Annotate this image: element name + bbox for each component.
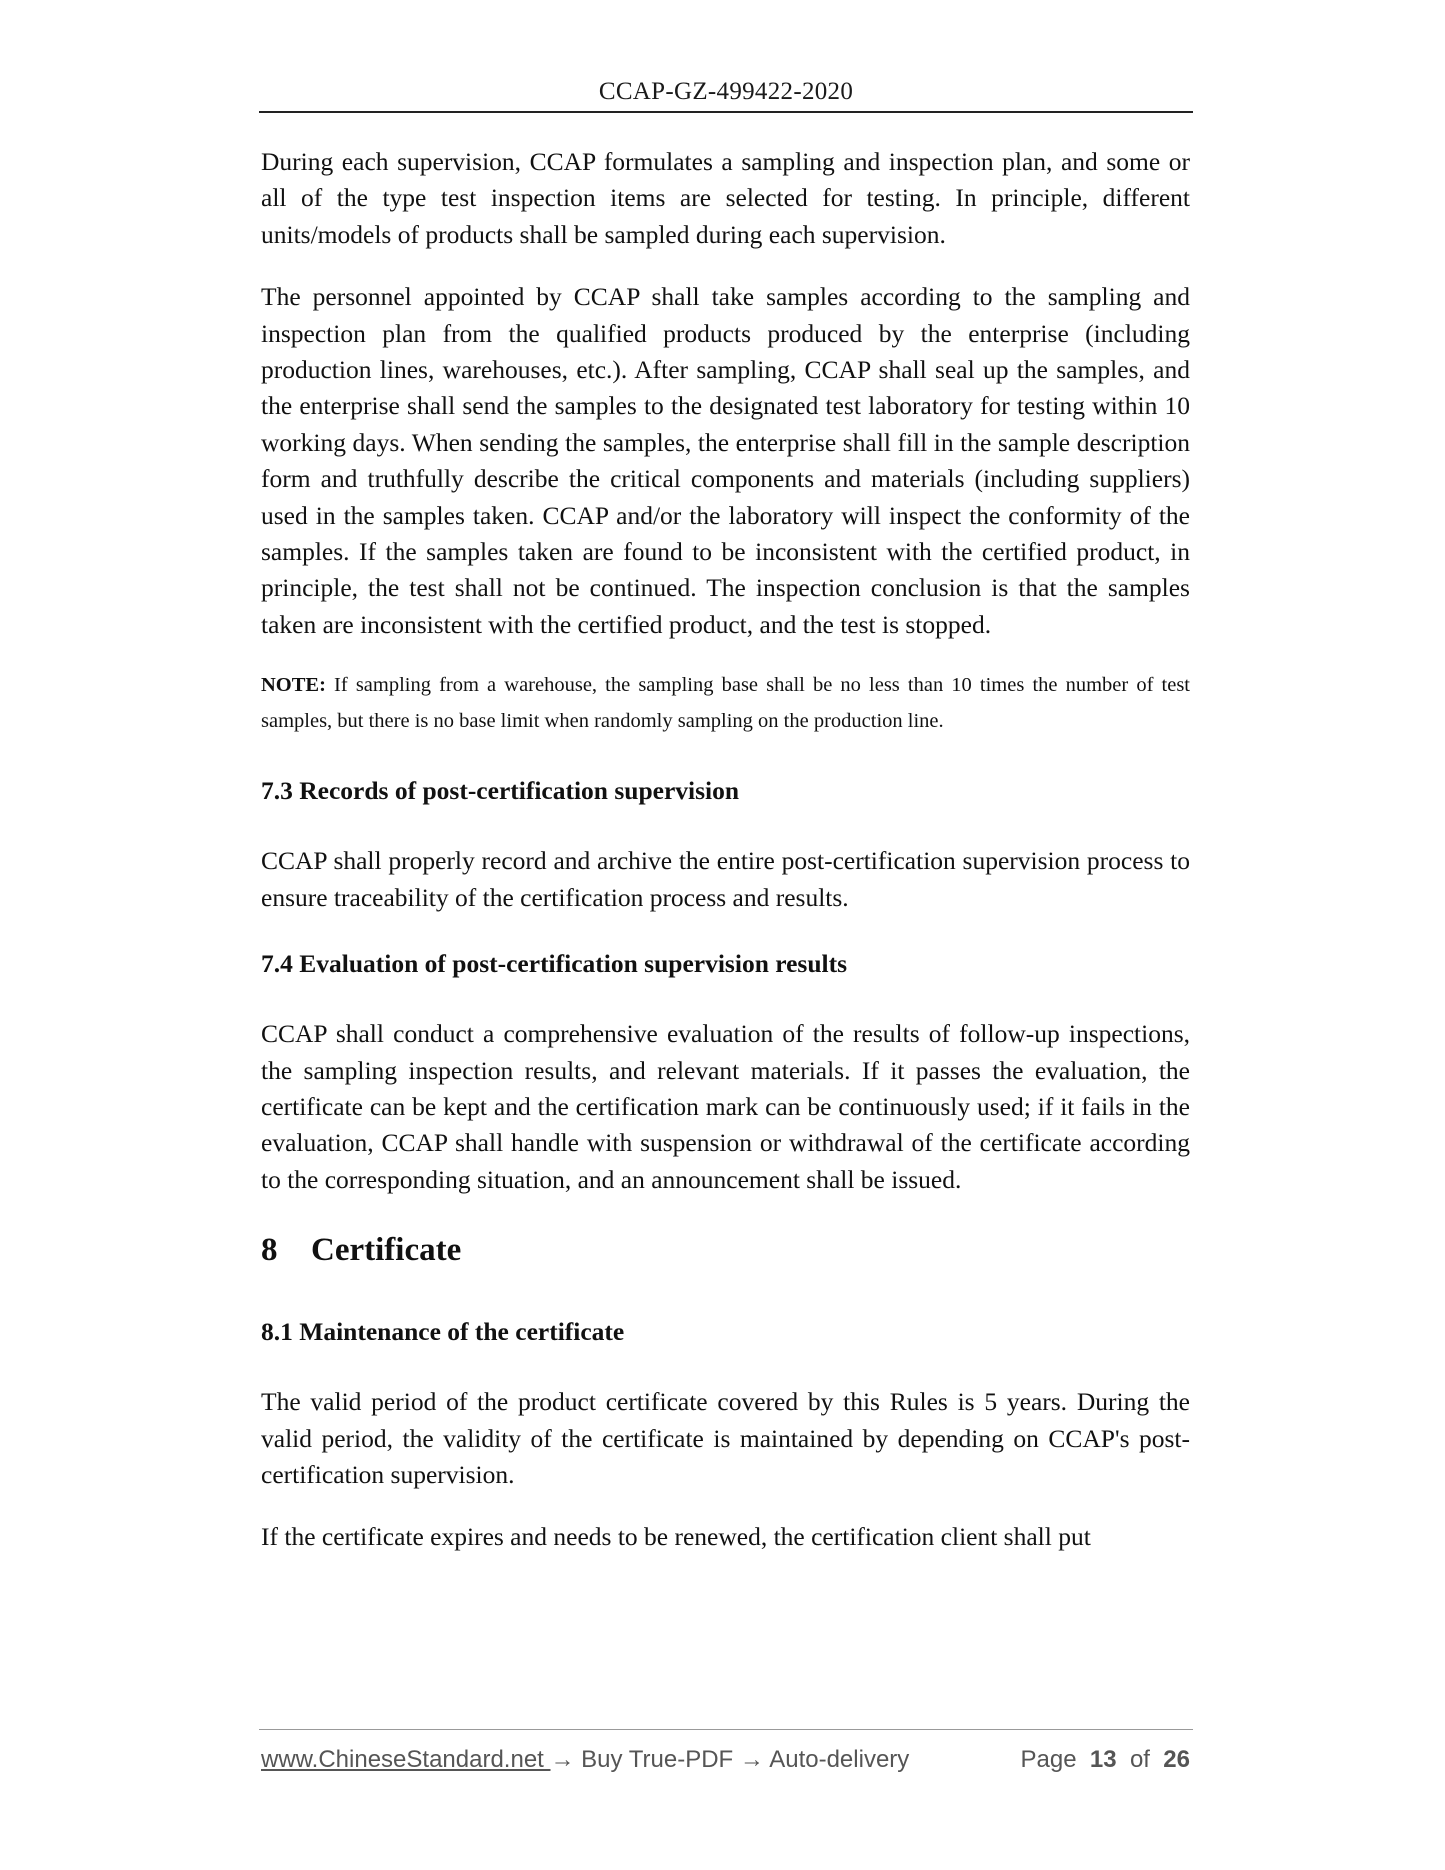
section-heading-7-3: 7.3 Records of post-certification supervision xyxy=(261,776,740,806)
chapter-title: Certificate xyxy=(311,1232,462,1269)
paragraph-supervision-plan: During each supervision, CCAP formulates a sampling and inspection plan, and some or all of the type test inspection items are selected for testing. In principle, different units/models of products shall be sampled during each supervision. xyxy=(261,147,1190,249)
page-footer xyxy=(261,1746,1190,1778)
section-heading-7-4: 7.4 Evaluation of post-certification supervision results xyxy=(261,949,848,979)
paragraph-evaluation: CCAP shall conduct a comprehensive evaluation of the results of follow-up inspections, the sampling inspection results, and relevant materials. If it passes the evaluation, the certificate can be kept and the certification mark can be continuously used; if it fails in the evaluation, CCAP shall handle with suspension or withdrawal of the certificate according to the corresponding situation, and an announcement shall be issued. xyxy=(261,1019,1190,1194)
footer-purchase-info xyxy=(261,1746,909,1774)
section-heading-8-1: 8.1 Maintenance of the certificate xyxy=(261,1317,625,1347)
paragraph-sampling-procedure: The personnel appointed by CCAP shall take samples according to the sampling and inspection plan from the qualified products produced by the enterprise (including production lines, warehouses, etc.). After sampling, CCAP shall seal up the samples, and the enterprise shall send the samples to the designated test laboratory for testing within 10 working days. When sending the samples, the enterprise shall fill in the sample description form and truthfully describe the critical components and materials (including suppliers) used in the samples taken. CCAP and/or the laboratory will inspect the conformity of the samples. If the samples taken are found to be inconsistent with the certified product, in principle, the test shall not be continued. The inspection conclusion is that the samples taken are inconsistent with the certified product, and the test is stopped. xyxy=(261,282,1190,639)
page-label: Page xyxy=(1020,1746,1077,1773)
page-of-label: of xyxy=(1129,1746,1150,1773)
paragraph-records: CCAP shall properly record and archive the entire post-certification supervision process to ensure traceability of the certification process and results. xyxy=(261,846,1190,912)
note-paragraph xyxy=(261,667,1190,739)
paragraph-validity: The valid period of the product certificate covered by this Rules is 5 years. During the valid period, the validity of the certificate is maintained by depending on CCAP's post-certification supervision. xyxy=(261,1387,1190,1489)
note-text: If sampling from a warehouse, the sampling base shall be no less than 10 times the number of test samples, but there is no base limit when randomly sampling on the production line. xyxy=(261,674,1190,733)
page-content xyxy=(261,144,1190,1556)
current-page: 13 xyxy=(1089,1746,1117,1773)
arrow-right-icon: → xyxy=(739,1746,764,1773)
chapter-heading-8 xyxy=(261,1228,1190,1272)
header-divider xyxy=(259,111,1193,113)
arrow-right-icon: → xyxy=(550,1746,575,1773)
website-link[interactable]: www.ChineseStandard.net xyxy=(261,1746,551,1773)
footer-divider xyxy=(259,1729,1193,1730)
chapter-number: 8 xyxy=(261,1232,278,1269)
buy-pdf-text: Buy True-PDF xyxy=(574,1746,740,1773)
note-label: NOTE: xyxy=(261,674,326,697)
document-code-header: CCAP-GZ-499422-2020 xyxy=(598,78,854,105)
total-pages: 26 xyxy=(1163,1746,1190,1773)
paragraph-renewal: If the certificate expires and needs to be renewed, the certification client shall put xyxy=(261,1522,1091,1552)
page-number xyxy=(1020,1746,1190,1774)
auto-delivery-text: Auto-delivery xyxy=(763,1746,910,1773)
